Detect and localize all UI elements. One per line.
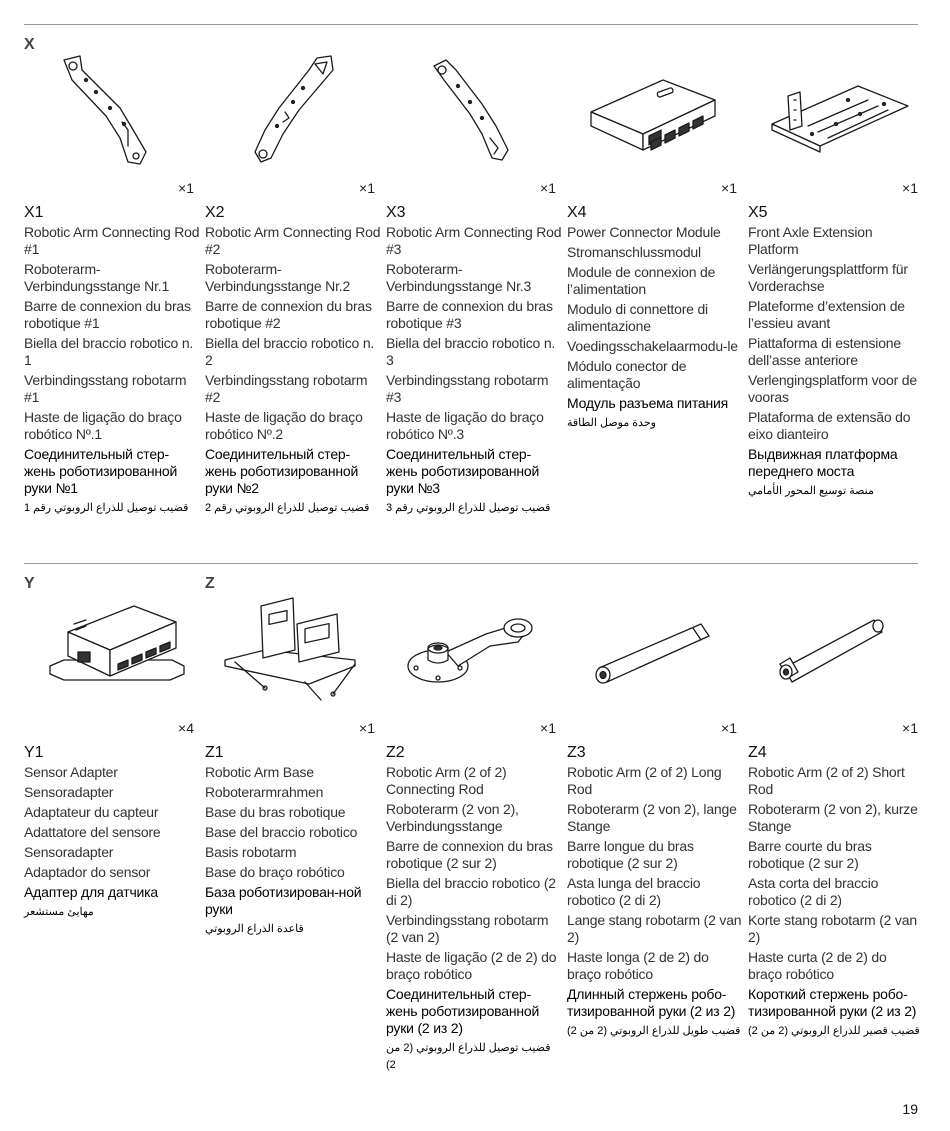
x5-name-nl: Verlengingsplatform voor de vooras — [748, 372, 917, 405]
x1-code: X1 — [24, 204, 44, 221]
z3-name-nl: Lange stang robotarm (2 van 2) — [567, 912, 742, 945]
y1-name-en: Sensor Adapter — [24, 764, 118, 780]
y1-name-it: Adattatore del sensore — [24, 824, 161, 840]
y1-name-de: Sensoradapter — [24, 784, 114, 800]
z4-name-fr: Barre courte du bras robotique (2 sur 2) — [748, 838, 872, 871]
y1-code: Y1 — [24, 744, 44, 761]
z2-names — [386, 764, 562, 1077]
z2-name-ar: قضيب توصيل للذراع الروبوتي (2 من 2) — [386, 1042, 551, 1071]
z2-name-it: Biella del braccio robotico (2 di 2) — [386, 875, 556, 908]
z1-name-ar: قاعدة الذراع الروبوتي — [205, 923, 304, 935]
x2-code: X2 — [205, 204, 225, 221]
z2-name-fr: Barre de connexion du bras robotique (2 sur 2) — [386, 838, 553, 871]
z4-name-ru: Короткий стержень робо-тизированной руки (2 из 2) — [748, 986, 917, 1019]
z3-quantity: ×1 — [721, 720, 737, 736]
middle-rule — [24, 563, 918, 564]
x5-name-ar: منصة توسيع المحور الأمامي — [748, 485, 874, 497]
x5-illustration — [748, 30, 924, 170]
section-label-z: Z — [205, 575, 215, 592]
x5-name-ru: Выдвижная платформа переднего моста — [748, 446, 898, 479]
x2-name-it: Biella del braccio robotico n. 2 — [205, 335, 375, 368]
x3-illustration — [386, 30, 562, 170]
x2-name-pt: Haste de ligação do braço robótico Nº.2 — [205, 409, 363, 442]
x2-illustration — [205, 30, 381, 170]
z1-names — [205, 764, 381, 941]
x2-name-ru: Соединительный стер-жень роботизированной руки №2 — [205, 446, 359, 496]
z3-names — [567, 764, 743, 1043]
y1-names — [24, 764, 200, 924]
z1-name-de: Roboterarmrahmen — [205, 784, 324, 800]
x3-names — [386, 224, 562, 520]
x2-name-ar: قضيب توصيل للذراع الروبوتي رقم 2 — [205, 502, 370, 514]
x3-name-fr: Barre de connexion du bras robotique #3 — [386, 298, 553, 331]
x1-name-pt: Haste de ligação do braço robótico Nº.1 — [24, 409, 182, 442]
y1-name-ru: Адаптер для датчика — [24, 884, 158, 900]
top-rule — [24, 24, 918, 25]
z2-name-en: Robotic Arm (2 of 2) Connecting Rod — [386, 764, 507, 797]
x4-name-it: Modulo di connettore di alimentazione — [567, 301, 708, 334]
x2-names — [205, 224, 381, 520]
x3-name-it: Biella del braccio robotico n. 3 — [386, 335, 556, 368]
x1-name-en: Robotic Arm Connecting Rod #1 — [24, 224, 200, 257]
x2-name-nl: Verbindingsstang robotarm #2 — [205, 372, 368, 405]
x1-name-it: Biella del braccio robotico n. 1 — [24, 335, 194, 368]
x3-name-pt: Haste de ligação do braço robótico Nº.3 — [386, 409, 544, 442]
z4-quantity: ×1 — [902, 720, 918, 736]
z1-name-en: Robotic Arm Base — [205, 764, 314, 780]
x2-quantity: ×1 — [359, 180, 375, 196]
z4-name-it: Asta corta del braccio robotico (2 di 2) — [748, 875, 879, 908]
z3-name-de: Roboterarm (2 von 2), lange Stange — [567, 801, 737, 834]
z3-illustration — [567, 570, 743, 710]
x5-name-pt: Plataforma de extensão do eixo dianteiro — [748, 409, 911, 442]
x1-quantity: ×1 — [178, 180, 194, 196]
z3-name-fr: Barre longue du bras robotique (2 sur 2) — [567, 838, 694, 871]
z2-name-nl: Verbindingsstang robotarm (2 van 2) — [386, 912, 549, 945]
z4-name-en: Robotic Arm (2 of 2) Short Rod — [748, 764, 905, 797]
z4-illustration — [748, 570, 924, 710]
z2-quantity: ×1 — [540, 720, 556, 736]
z1-name-pt: Base do braço robótico — [205, 864, 345, 880]
x1-name-nl: Verbindingsstang robotarm #1 — [24, 372, 187, 405]
y1-illustration — [24, 570, 200, 710]
z1-name-it: Base del braccio robotico — [205, 824, 358, 840]
x3-name-ar: قضيب توصيل للذراع الروبوتي رقم 3 — [386, 502, 551, 514]
x3-quantity: ×1 — [540, 180, 556, 196]
x5-name-it: Piattaforma di estensione dell’asse anteriore — [748, 335, 901, 368]
x3-name-ru: Соединительный стер-жень роботизированной руки №3 — [386, 446, 540, 496]
x2-name-en: Robotic Arm Connecting Rod #2 — [205, 224, 381, 257]
y1-quantity: ×4 — [178, 720, 194, 736]
z3-name-ru: Длинный стержень робо-тизированной руки (2 из 2) — [567, 986, 736, 1019]
z1-quantity: ×1 — [359, 720, 375, 736]
x3-name-nl: Verbindingsstang robotarm #3 — [386, 372, 549, 405]
x4-name-ru: Модуль разъема питания — [567, 395, 729, 411]
x2-name-de: Roboterarm-Verbindungsstange Nr.2 — [205, 261, 351, 294]
x1-name-ru: Соединительный стер-жень роботизированной руки №1 — [24, 446, 178, 496]
z4-names — [748, 764, 924, 1043]
z2-illustration — [386, 570, 562, 710]
y1-name-fr: Adaptateur du capteur — [24, 804, 159, 820]
x4-name-en: Power Connector Module — [567, 224, 721, 240]
z3-name-ar: قضيب طويل للذراع الروبوتي (2 من 2) — [567, 1025, 741, 1037]
x4-name-pt: Módulo conector de alimentação — [567, 358, 687, 391]
x5-name-en: Front Axle Extension Platform — [748, 224, 873, 257]
z4-name-ar: قضيب قصير للذراع الروبوتي (2 من 2) — [748, 1025, 920, 1037]
x5-code: X5 — [748, 204, 768, 221]
z2-name-ru: Соединительный стер-жень роботизированной руки (2 из 2) — [386, 986, 540, 1036]
x5-names — [748, 224, 924, 503]
x5-name-fr: Plateforme d’extension de l’essieu avant — [748, 298, 905, 331]
y1-name-pt: Adaptador do sensor — [24, 864, 151, 880]
x4-illustration — [567, 30, 743, 170]
x3-code: X3 — [386, 204, 406, 221]
z3-name-it: Asta lunga del braccio robotico (2 di 2) — [567, 875, 701, 908]
z3-name-en: Robotic Arm (2 of 2) Long Rod — [567, 764, 722, 797]
z2-name-pt: Haste de ligação (2 de 2) do braço robótico — [386, 949, 557, 982]
z1-name-nl: Basis robotarm — [205, 844, 297, 860]
x4-name-nl: Voedingsschakelaarmodu-le — [567, 338, 738, 354]
z2-name-de: Roboterarm (2 von 2), Verbindungsstange — [386, 801, 519, 834]
z3-name-pt: Haste longa (2 de 2) do braço robótico — [567, 949, 709, 982]
z4-name-nl: Korte stang robotarm (2 van 2) — [748, 912, 917, 945]
z1-illustration — [205, 570, 381, 710]
x1-name-fr: Barre de connexion du bras robotique #1 — [24, 298, 191, 331]
y1-name-ar: مهايئ مستشعر — [24, 906, 94, 918]
x4-quantity: ×1 — [721, 180, 737, 196]
z3-code: Z3 — [567, 744, 586, 761]
x4-code: X4 — [567, 204, 587, 221]
z1-code: Z1 — [205, 744, 224, 761]
section-label-x: X — [24, 36, 35, 53]
x2-name-fr: Barre de connexion du bras robotique #2 — [205, 298, 372, 331]
section-label-y: Y — [24, 575, 35, 592]
x5-quantity: ×1 — [902, 180, 918, 196]
x1-names — [24, 224, 200, 520]
y1-name-nl: Sensoradapter — [24, 844, 114, 860]
x3-name-en: Robotic Arm Connecting Rod #3 — [386, 224, 562, 257]
z4-name-de: Roboterarm (2 von 2), kurze Stange — [748, 801, 918, 834]
x1-name-ar: قضيب توصيل للذراع الروبوتي رقم 1 — [24, 502, 189, 514]
x4-name-ar: وحدة موصل الطاقة — [567, 417, 656, 429]
z4-code: Z4 — [748, 744, 767, 761]
x4-name-fr: Module de connexion de l’alimentation — [567, 264, 716, 297]
x1-name-de: Roboterarm-Verbindungsstange Nr.1 — [24, 261, 170, 294]
x5-name-de: Verlängerungsplattform für Vorderachse — [748, 261, 908, 294]
x1-illustration — [24, 30, 200, 170]
x3-name-de: Roboterarm-Verbindungsstange Nr.3 — [386, 261, 532, 294]
page-number: 19 — [902, 1101, 918, 1117]
z4-name-pt: Haste curta (2 de 2) do braço robótico — [748, 949, 887, 982]
x4-names — [567, 224, 743, 435]
z1-name-ru: База роботизирован-ной руки — [205, 884, 362, 917]
z2-code: Z2 — [386, 744, 405, 761]
x4-name-de: Stromanschlussmodul — [567, 244, 701, 260]
z1-name-fr: Base du bras robotique — [205, 804, 346, 820]
